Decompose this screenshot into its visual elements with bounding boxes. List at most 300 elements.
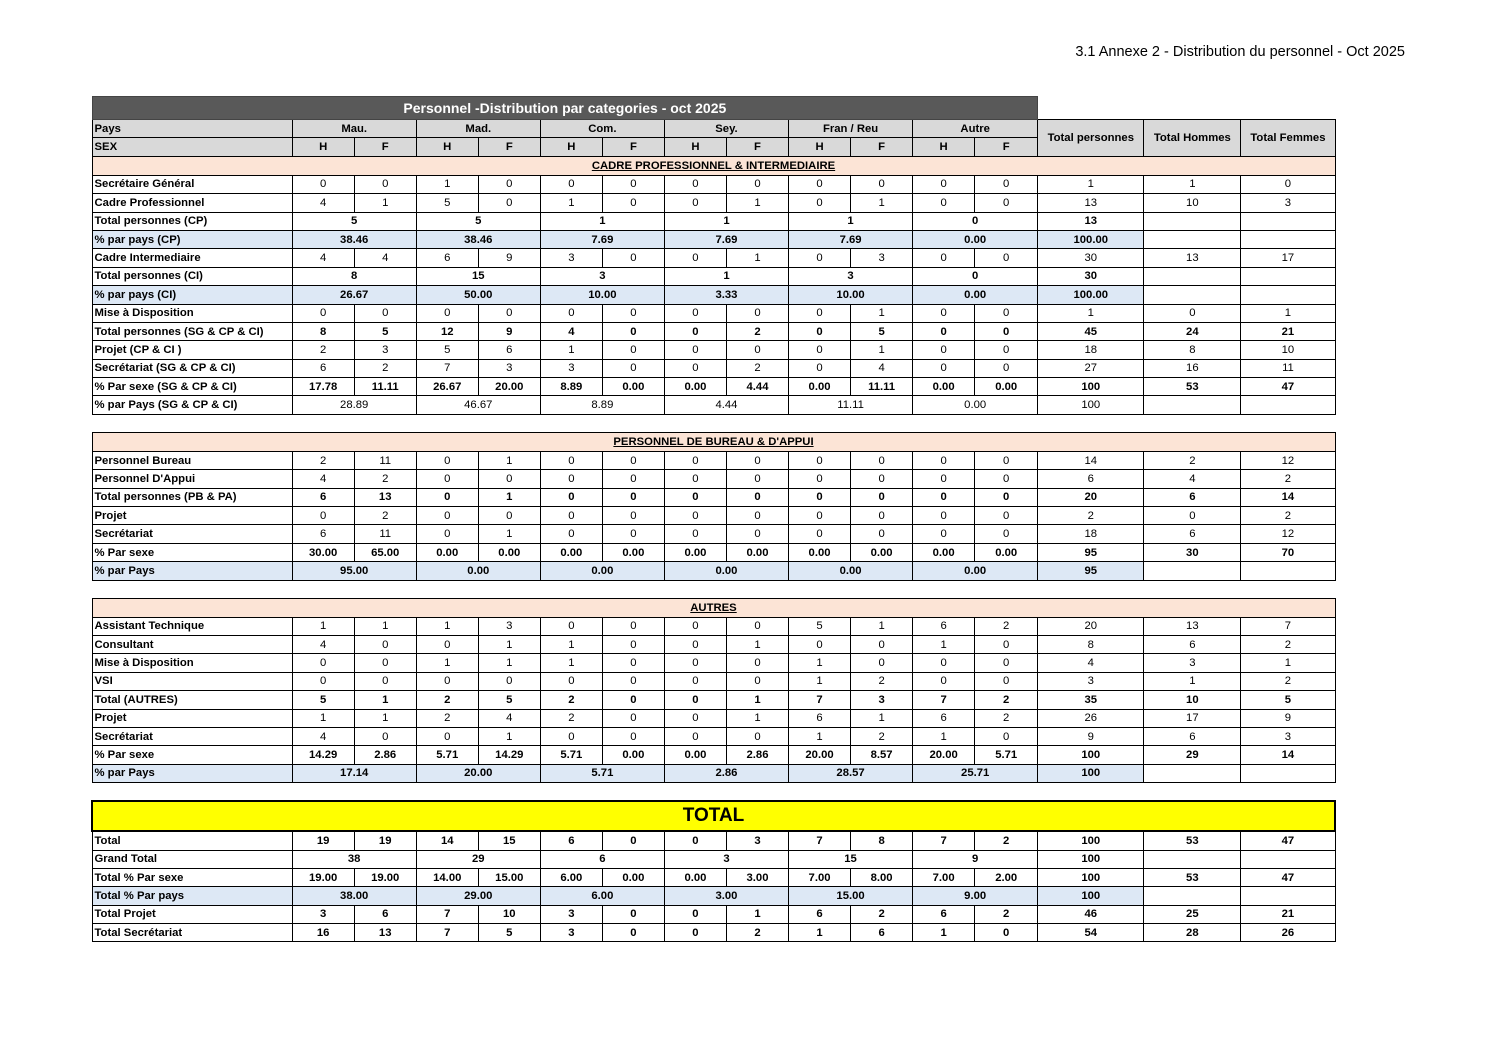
- value-cell: 1: [851, 709, 913, 727]
- value-cell: 0: [664, 322, 726, 340]
- value-cell: 0.00: [416, 543, 478, 561]
- value-cell: 0.00: [851, 543, 913, 561]
- f-header: F: [478, 138, 540, 156]
- total-cell: [1241, 764, 1335, 782]
- total-cell: 14: [1038, 451, 1144, 469]
- table-row: [92, 249, 1335, 267]
- value-cell: 2: [975, 905, 1038, 923]
- value-cell: 0: [478, 470, 540, 488]
- table-row: [92, 887, 1335, 905]
- country-merged-cell: 28.57: [789, 764, 913, 782]
- total-cell: [1241, 230, 1335, 248]
- value-cell: 12: [416, 322, 478, 340]
- value-cell: 2: [416, 709, 478, 727]
- value-cell: 1: [851, 194, 913, 212]
- value-cell: 1: [354, 617, 416, 635]
- total-cell: 47: [1241, 378, 1335, 396]
- value-cell: 0: [602, 249, 664, 267]
- total-cell: 1: [1144, 672, 1241, 690]
- table-row: [92, 850, 1335, 868]
- table-row: [92, 212, 1335, 230]
- value-cell: 4: [478, 709, 540, 727]
- total-cell: 26: [1038, 709, 1144, 727]
- value-cell: 2: [851, 727, 913, 745]
- total-cell: 25: [1144, 905, 1241, 923]
- total-cell: 2: [1038, 507, 1144, 525]
- value-cell: 0.00: [540, 543, 602, 561]
- value-cell: 0: [540, 525, 602, 543]
- total-cell: 45: [1038, 322, 1144, 340]
- total-cell: 2: [1241, 507, 1335, 525]
- distribution-table: [91, 96, 1336, 942]
- value-cell: 5: [354, 322, 416, 340]
- value-cell: 3.00: [726, 868, 788, 886]
- f-header: F: [726, 138, 788, 156]
- country-merged-cell: 9.00: [913, 887, 1038, 905]
- table-row: [92, 322, 1335, 340]
- value-cell: 6: [416, 249, 478, 267]
- value-cell: 0: [789, 470, 851, 488]
- total-cell: 100: [1038, 764, 1144, 782]
- value-cell: 0: [540, 470, 602, 488]
- country-merged-cell: 15.00: [789, 887, 913, 905]
- total-cell: [1241, 887, 1335, 905]
- total-cell: [1241, 850, 1335, 868]
- value-cell: 19.00: [292, 868, 354, 886]
- value-cell: 0: [416, 470, 478, 488]
- value-cell: 1: [478, 727, 540, 745]
- value-cell: 0: [602, 727, 664, 745]
- value-cell: 0: [975, 488, 1038, 506]
- value-cell: 7: [416, 924, 478, 942]
- value-cell: 1: [292, 709, 354, 727]
- value-cell: 0: [975, 654, 1038, 672]
- section-title: CADRE PROFESSIONNEL & INTERMEDIAIRE: [92, 156, 1335, 175]
- value-cell: 0: [540, 727, 602, 745]
- value-cell: 2: [851, 672, 913, 690]
- value-cell: 0.00: [602, 868, 664, 886]
- value-cell: 4: [292, 727, 354, 745]
- f-header: F: [602, 138, 664, 156]
- value-cell: 0: [664, 194, 726, 212]
- value-cell: 0: [726, 617, 788, 635]
- value-cell: 0: [975, 322, 1038, 340]
- table-row: [92, 451, 1335, 469]
- country-merged-cell: 0.00: [913, 396, 1038, 414]
- value-cell: 0: [975, 727, 1038, 745]
- row-label: Personnel D'Appui: [92, 470, 292, 488]
- total-cell: 100: [1038, 868, 1144, 886]
- value-cell: 0: [602, 924, 664, 942]
- value-cell: 0: [913, 194, 975, 212]
- value-cell: 1: [478, 635, 540, 653]
- f-header: F: [851, 138, 913, 156]
- total-cell: 24: [1144, 322, 1241, 340]
- total-cell: 100: [1038, 746, 1144, 764]
- value-cell: 3: [478, 617, 540, 635]
- value-cell: 0: [602, 175, 664, 193]
- value-cell: 0: [478, 194, 540, 212]
- total-cell: [1144, 562, 1241, 580]
- value-cell: 0: [789, 359, 851, 377]
- value-cell: 0.00: [478, 543, 540, 561]
- row-label: % Par sexe: [92, 543, 292, 561]
- value-cell: 0: [851, 470, 913, 488]
- total-cell: 20: [1038, 488, 1144, 506]
- country-merged-cell: 10.00: [789, 286, 913, 304]
- value-cell: 0: [851, 635, 913, 653]
- value-cell: 2: [975, 617, 1038, 635]
- value-cell: 0: [726, 672, 788, 690]
- country-header: Autre: [913, 120, 1038, 138]
- value-cell: 4: [292, 635, 354, 653]
- value-cell: 9: [478, 322, 540, 340]
- country-merged-cell: 1: [664, 267, 788, 285]
- total-cell: 53: [1144, 378, 1241, 396]
- row-label: Mise à Disposition: [92, 654, 292, 672]
- country-merged-cell: 95.00: [292, 562, 416, 580]
- value-cell: 1: [416, 175, 478, 193]
- country-merged-cell: 7.69: [789, 230, 913, 248]
- value-cell: 7.00: [789, 868, 851, 886]
- total-cell: 29: [1144, 746, 1241, 764]
- value-cell: 20.00: [478, 378, 540, 396]
- country-merged-cell: 2.86: [664, 764, 788, 782]
- value-cell: 0: [726, 175, 788, 193]
- value-cell: 0: [292, 175, 354, 193]
- value-cell: 9: [478, 249, 540, 267]
- value-cell: 6: [478, 341, 540, 359]
- country-header: Sey.: [664, 120, 788, 138]
- value-cell: 11.11: [851, 378, 913, 396]
- h-header: H: [664, 138, 726, 156]
- value-cell: 0: [602, 194, 664, 212]
- total-cell: 6: [1144, 727, 1241, 745]
- table-row: [92, 230, 1335, 248]
- value-cell: 3: [540, 905, 602, 923]
- value-cell: 0: [726, 304, 788, 322]
- table-row: [92, 635, 1335, 653]
- value-cell: 14: [416, 831, 478, 850]
- value-cell: 0: [602, 322, 664, 340]
- h-header: H: [789, 138, 851, 156]
- value-cell: 4: [540, 322, 602, 340]
- table-row: [92, 727, 1335, 745]
- country-merged-cell: 0.00: [913, 562, 1038, 580]
- value-cell: 0: [913, 525, 975, 543]
- table-row: [92, 396, 1335, 414]
- value-cell: 0: [602, 709, 664, 727]
- row-label: % par Pays (SG & CP & CI): [92, 396, 292, 414]
- country-merged-cell: 5.71: [540, 764, 664, 782]
- row-label: Cadre Professionnel: [92, 194, 292, 212]
- total-cell: 9: [1241, 709, 1335, 727]
- sex-label: SEX: [92, 138, 292, 156]
- value-cell: 0: [975, 175, 1038, 193]
- value-cell: 2: [354, 359, 416, 377]
- value-cell: 0: [416, 525, 478, 543]
- value-cell: 0: [913, 249, 975, 267]
- value-cell: 3: [540, 924, 602, 942]
- total-cell: [1144, 212, 1241, 230]
- country-merged-cell: 11.11: [789, 396, 913, 414]
- value-cell: 0: [913, 322, 975, 340]
- section-header-row: [92, 598, 1335, 617]
- value-cell: 0: [851, 507, 913, 525]
- value-cell: 0: [789, 322, 851, 340]
- value-cell: 16: [292, 924, 354, 942]
- value-cell: 2.00: [975, 868, 1038, 886]
- value-cell: 0: [416, 451, 478, 469]
- value-cell: 0: [540, 175, 602, 193]
- total-hommes-header: Total Hommes: [1144, 120, 1241, 157]
- total-cell: [1144, 850, 1241, 868]
- value-cell: 0: [416, 727, 478, 745]
- row-label: Total personnes (CP): [92, 212, 292, 230]
- value-cell: 20.00: [789, 746, 851, 764]
- table-row: [92, 654, 1335, 672]
- value-cell: 1: [789, 727, 851, 745]
- value-cell: 0: [416, 488, 478, 506]
- value-cell: 2.86: [726, 746, 788, 764]
- table-row: [92, 905, 1335, 923]
- value-cell: 1: [478, 451, 540, 469]
- value-cell: 17.78: [292, 378, 354, 396]
- value-cell: 30.00: [292, 543, 354, 561]
- total-cell: 3: [1144, 654, 1241, 672]
- value-cell: 3: [292, 905, 354, 923]
- total-cell: [1144, 887, 1241, 905]
- value-cell: 5.71: [540, 746, 602, 764]
- value-cell: 2: [975, 831, 1038, 850]
- value-cell: 0: [292, 304, 354, 322]
- value-cell: 0: [664, 905, 726, 923]
- value-cell: 19.00: [354, 868, 416, 886]
- country-merged-cell: 28.89: [292, 396, 416, 414]
- total-cell: 14: [1241, 488, 1335, 506]
- total-cell: [1241, 267, 1335, 285]
- row-label: Personnel Bureau: [92, 451, 292, 469]
- value-cell: 6: [789, 709, 851, 727]
- table-row: [92, 304, 1335, 322]
- total-cell: 13: [1144, 249, 1241, 267]
- total-cell: 7: [1241, 617, 1335, 635]
- value-cell: 6: [292, 488, 354, 506]
- value-cell: 0: [664, 831, 726, 850]
- value-cell: 0: [292, 507, 354, 525]
- total-cell: 20: [1038, 617, 1144, 635]
- country-merged-cell: 1: [540, 212, 664, 230]
- total-cell: [1144, 286, 1241, 304]
- value-cell: 13: [354, 924, 416, 942]
- value-cell: 0.00: [913, 543, 975, 561]
- value-cell: 8.89: [540, 378, 602, 396]
- value-cell: 1: [354, 691, 416, 709]
- row-label: Grand Total: [92, 850, 292, 868]
- total-cell: 1: [1241, 654, 1335, 672]
- country-merged-cell: 6.00: [540, 887, 664, 905]
- value-cell: 2: [851, 905, 913, 923]
- section-header-row: [92, 801, 1335, 831]
- country-merged-cell: 38: [292, 850, 416, 868]
- row-label: Projet: [92, 507, 292, 525]
- value-cell: 1: [726, 691, 788, 709]
- value-cell: 26.67: [416, 378, 478, 396]
- country-merged-cell: 1: [789, 212, 913, 230]
- row-label: Mise à Disposition: [92, 304, 292, 322]
- value-cell: 8.00: [851, 868, 913, 886]
- value-cell: 0: [975, 359, 1038, 377]
- value-cell: 0: [602, 470, 664, 488]
- value-cell: 1: [540, 194, 602, 212]
- value-cell: 11: [354, 525, 416, 543]
- value-cell: 0: [354, 175, 416, 193]
- value-cell: 1: [540, 654, 602, 672]
- value-cell: 0: [664, 617, 726, 635]
- value-cell: 2: [292, 341, 354, 359]
- value-cell: 0: [789, 194, 851, 212]
- total-cell: 10: [1144, 691, 1241, 709]
- total-cell: [1144, 230, 1241, 248]
- value-cell: 5: [416, 194, 478, 212]
- table-row: [92, 194, 1335, 212]
- value-cell: 0: [292, 672, 354, 690]
- value-cell: 11.11: [354, 378, 416, 396]
- total-cell: 17: [1144, 709, 1241, 727]
- value-cell: 0.00: [664, 868, 726, 886]
- value-cell: 13: [354, 488, 416, 506]
- value-cell: 0: [602, 451, 664, 469]
- total-cell: 100: [1038, 378, 1144, 396]
- f-header: F: [975, 138, 1038, 156]
- value-cell: 6: [913, 617, 975, 635]
- total-cell: 46: [1038, 905, 1144, 923]
- value-cell: 1: [354, 709, 416, 727]
- value-cell: 0: [602, 831, 664, 850]
- value-cell: 0: [354, 654, 416, 672]
- total-cell: 26: [1241, 924, 1335, 942]
- value-cell: 4: [292, 194, 354, 212]
- h-header: H: [292, 138, 354, 156]
- value-cell: 2: [416, 691, 478, 709]
- total-cell: 100: [1038, 850, 1144, 868]
- value-cell: 6: [292, 525, 354, 543]
- value-cell: 0: [602, 672, 664, 690]
- value-cell: 6: [292, 359, 354, 377]
- value-cell: 0: [540, 451, 602, 469]
- value-cell: 0: [664, 709, 726, 727]
- value-cell: 0: [664, 654, 726, 672]
- country-merged-cell: 0.00: [913, 286, 1038, 304]
- value-cell: 0: [975, 249, 1038, 267]
- total-cell: 30: [1144, 543, 1241, 561]
- value-cell: 0: [913, 341, 975, 359]
- value-cell: 0: [975, 341, 1038, 359]
- value-cell: 3: [851, 249, 913, 267]
- value-cell: 1: [478, 525, 540, 543]
- total-cell: 12: [1241, 525, 1335, 543]
- total-cell: 3: [1241, 194, 1335, 212]
- country-merged-cell: 38.46: [292, 230, 416, 248]
- value-cell: 0: [602, 654, 664, 672]
- spacer-row: [92, 783, 1335, 802]
- total-personnes-header: Total personnes: [1038, 120, 1144, 157]
- total-cell: 100.00: [1038, 230, 1144, 248]
- total-cell: 11: [1241, 359, 1335, 377]
- value-cell: 2: [292, 451, 354, 469]
- total-cell: 100: [1038, 831, 1144, 850]
- value-cell: 0: [975, 924, 1038, 942]
- row-label: % Par sexe (SG & CP & CI): [92, 378, 292, 396]
- country-merged-cell: 7.69: [540, 230, 664, 248]
- total-cell: 10: [1144, 194, 1241, 212]
- value-cell: 0: [664, 304, 726, 322]
- value-cell: 1: [416, 654, 478, 672]
- row-label: Secrétaire Général: [92, 175, 292, 193]
- country-merged-cell: 38.46: [416, 230, 540, 248]
- value-cell: 3: [726, 831, 788, 850]
- country-merged-cell: 4.44: [664, 396, 788, 414]
- row-label: % par pays (CI): [92, 286, 292, 304]
- value-cell: 0: [726, 341, 788, 359]
- total-cell: 0: [1144, 304, 1241, 322]
- row-label: % Par sexe: [92, 746, 292, 764]
- value-cell: 7: [789, 831, 851, 850]
- value-cell: 6: [354, 905, 416, 923]
- value-cell: 0.00: [975, 378, 1038, 396]
- country-merged-cell: 38.00: [292, 887, 416, 905]
- total-cell: 8: [1038, 635, 1144, 653]
- table-row: [92, 286, 1335, 304]
- value-cell: 0: [913, 451, 975, 469]
- value-cell: 0: [726, 507, 788, 525]
- total-cell: 100.00: [1038, 286, 1144, 304]
- value-cell: 1: [726, 905, 788, 923]
- value-cell: 0: [354, 635, 416, 653]
- value-cell: 0: [851, 175, 913, 193]
- country-merged-cell: 25.71: [913, 764, 1038, 782]
- value-cell: 15.00: [478, 868, 540, 886]
- value-cell: 0: [789, 451, 851, 469]
- total-cell: 6: [1144, 635, 1241, 653]
- table-row: [92, 507, 1335, 525]
- total-cell: [1241, 562, 1335, 580]
- value-cell: 8: [851, 831, 913, 850]
- country-merged-cell: 9: [913, 850, 1038, 868]
- total-cell: 1: [1144, 175, 1241, 193]
- row-label: Secrétariat: [92, 525, 292, 543]
- table-title-row: [92, 97, 1335, 120]
- value-cell: 2: [354, 470, 416, 488]
- table-row: [92, 868, 1335, 886]
- value-cell: 5: [416, 341, 478, 359]
- value-cell: 4: [354, 249, 416, 267]
- row-label: Secrétariat (SG & CP & CI): [92, 359, 292, 377]
- value-cell: 1: [416, 617, 478, 635]
- total-cell: [1241, 396, 1335, 414]
- value-cell: 1: [789, 924, 851, 942]
- total-cell: 17: [1241, 249, 1335, 267]
- value-cell: 6.00: [540, 868, 602, 886]
- country-merged-cell: 29.00: [416, 887, 540, 905]
- total-cell: 18: [1038, 525, 1144, 543]
- row-label: Total personnes (SG & CP & CI): [92, 322, 292, 340]
- value-cell: 7: [416, 359, 478, 377]
- spacer-row: [92, 414, 1335, 432]
- total-cell: 28: [1144, 924, 1241, 942]
- country-merged-cell: 8: [292, 267, 416, 285]
- value-cell: 0: [975, 194, 1038, 212]
